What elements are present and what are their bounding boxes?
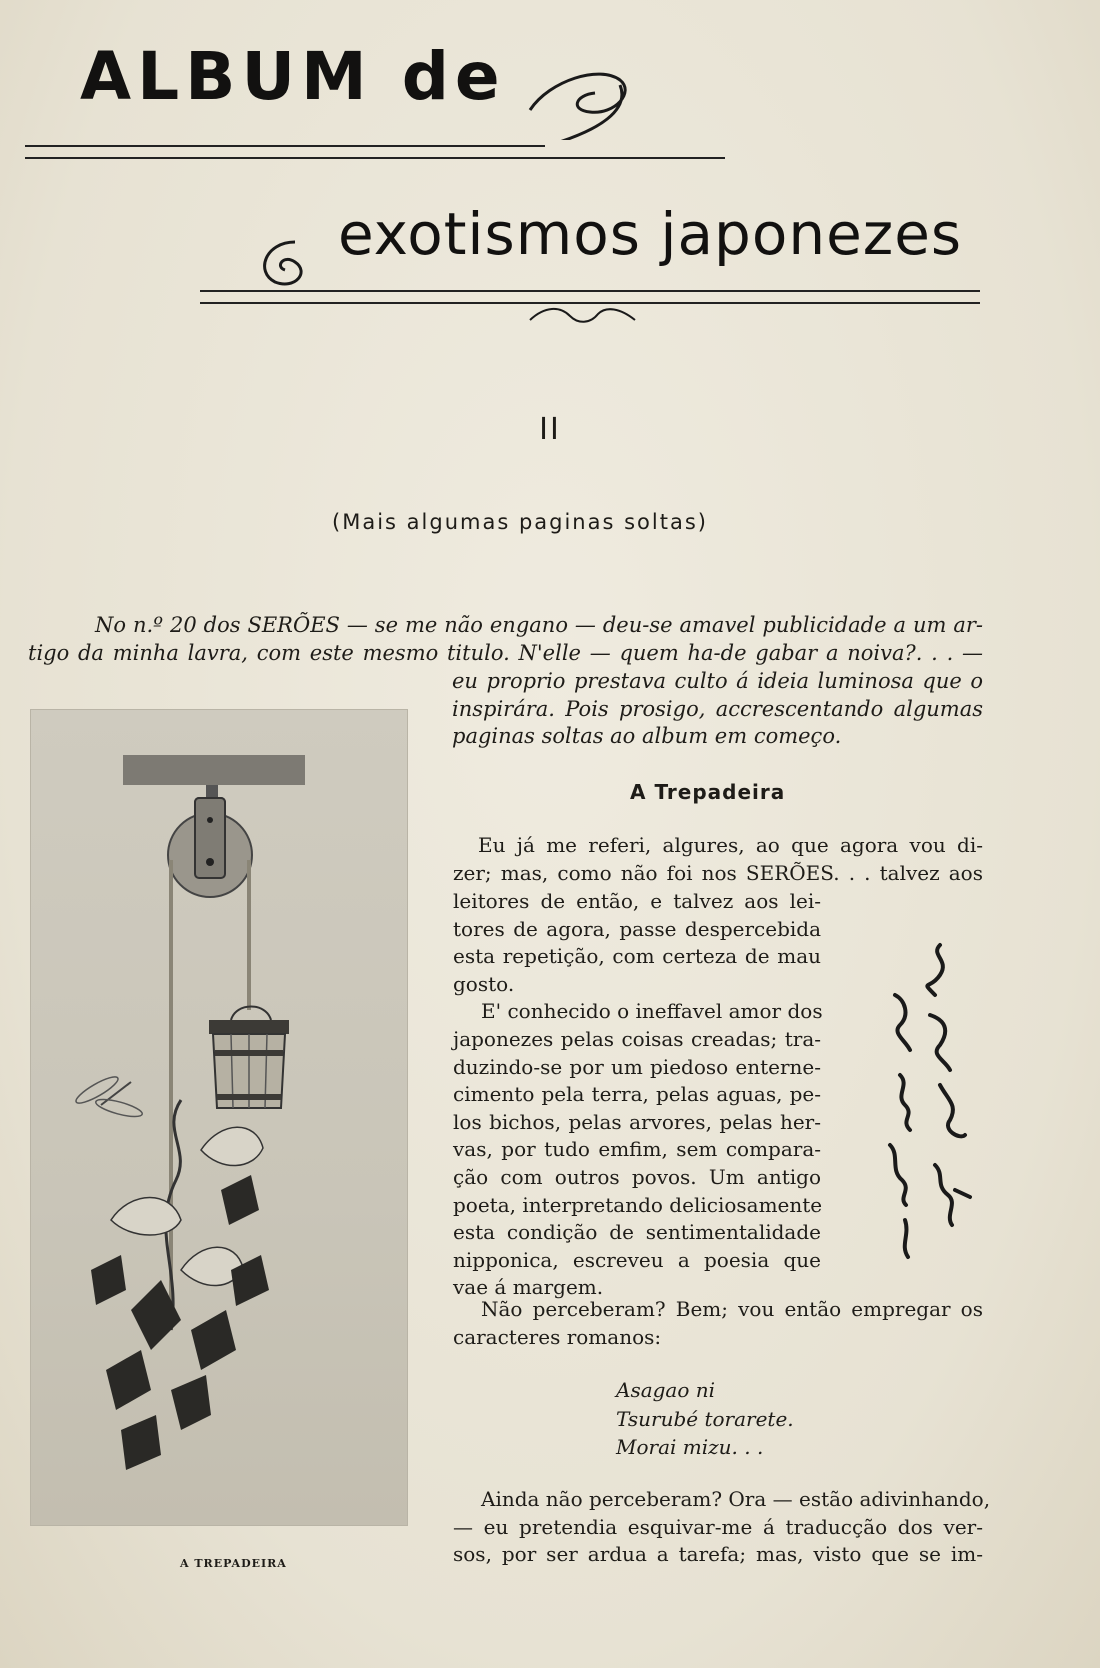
text-line: Ainda não perceberam? Ora — estão adivinhando, <box>481 1487 991 1511</box>
poem <box>616 1376 794 1462</box>
text-line: los bichos, pelas arvores, pelas her- <box>453 1109 821 1134</box>
poem-line: Asagao ni <box>616 1378 716 1402</box>
text-line: caracteres romanos: <box>453 1324 662 1349</box>
text-line: Eu já me referi, algures, ao que agora vou di- <box>478 833 983 857</box>
poem-line: Morai mizu. . . <box>616 1435 764 1459</box>
text-line: tigo da minha lavra, com este mesmo titulo. N'elle — quem ha-de gabar a noiva?. . . — <box>28 641 983 665</box>
title-line-2: exotismos japonezes <box>338 200 963 268</box>
text-line: inspirára. Pois prosigo, accrescentando algumas <box>452 696 983 721</box>
text-line: ção com outros povos. Um antigo <box>453 1164 821 1189</box>
text-line: duzindo-se por um piedoso enterne- <box>453 1054 821 1079</box>
text-line: japonezes pelas coisas creadas; tra- <box>453 1026 821 1051</box>
title-rule <box>25 157 725 159</box>
text-line: gosto. <box>453 971 515 996</box>
text-line: paginas soltas ao album em começo. <box>452 724 842 748</box>
text-line: vas, por tudo emfim, sem compara- <box>453 1137 821 1162</box>
poem-line: Tsurubé torarete. <box>616 1406 794 1431</box>
text-line: tores de agora, passe despercebida <box>453 916 821 941</box>
text-line: sos, por ser ardua a tarefa; mas, visto que se im- <box>453 1542 983 1567</box>
body-wide-first <box>478 832 983 860</box>
intro-lines-rest <box>452 668 983 751</box>
illustration-drawing <box>31 710 407 1525</box>
text-line: eu proprio prestava culto á ideia luminosa que o <box>452 669 983 693</box>
closing-paragraph <box>453 1486 991 1569</box>
body-wide-second <box>453 860 983 888</box>
text-line: No n.º 20 dos SERÕES — se me não engano — deu-se amavel publicidade a um ar- <box>95 613 983 637</box>
title-flourish-bottom <box>255 232 325 292</box>
body-narrow <box>453 888 821 1302</box>
text-line: leitores de então, e talvez aos lei- <box>453 889 821 913</box>
text-line: nipponica, escreveu a poesia que <box>453 1247 821 1272</box>
text-line: cimento pela terra, pelas aguas, pe- <box>453 1082 821 1107</box>
japanese-calligraphy-illustration <box>870 935 980 1265</box>
subtitle: (Mais algumas paginas soltas) <box>332 510 708 534</box>
text-line: vae á margem. <box>453 1275 604 1300</box>
text-line: E' conhecido o ineffavel amor dos <box>481 999 823 1024</box>
text-line: poeta, interpretando deliciosamente <box>453 1192 823 1217</box>
text-line: — eu pretendia esquivar-me á traducção dos ver- <box>453 1514 983 1539</box>
section-title: A Trepadeira <box>630 780 786 804</box>
intro-line-2 <box>28 640 983 668</box>
text-line: esta repetição, com certeza de mau <box>453 944 821 969</box>
intro-line-1 <box>95 612 983 640</box>
figure-caption: A TREPADEIRA <box>180 1557 287 1570</box>
title-rule <box>200 290 980 292</box>
section-number: II <box>539 412 561 447</box>
title-flourish-top <box>520 60 640 140</box>
illustration-trepadeira <box>30 709 408 1526</box>
text-line: esta condição de sentimentalidade <box>453 1220 821 1245</box>
title-line-1: ALBUM de <box>80 38 506 115</box>
text-line: zer; mas, como não foi nos SERÕES. . . talvez aos <box>453 861 983 885</box>
text-line: Não perceberam? Bem; vou então empregar os <box>481 1297 983 1321</box>
body-after <box>453 1296 983 1351</box>
title-rule <box>25 145 545 147</box>
ornament-scroll <box>520 302 650 330</box>
